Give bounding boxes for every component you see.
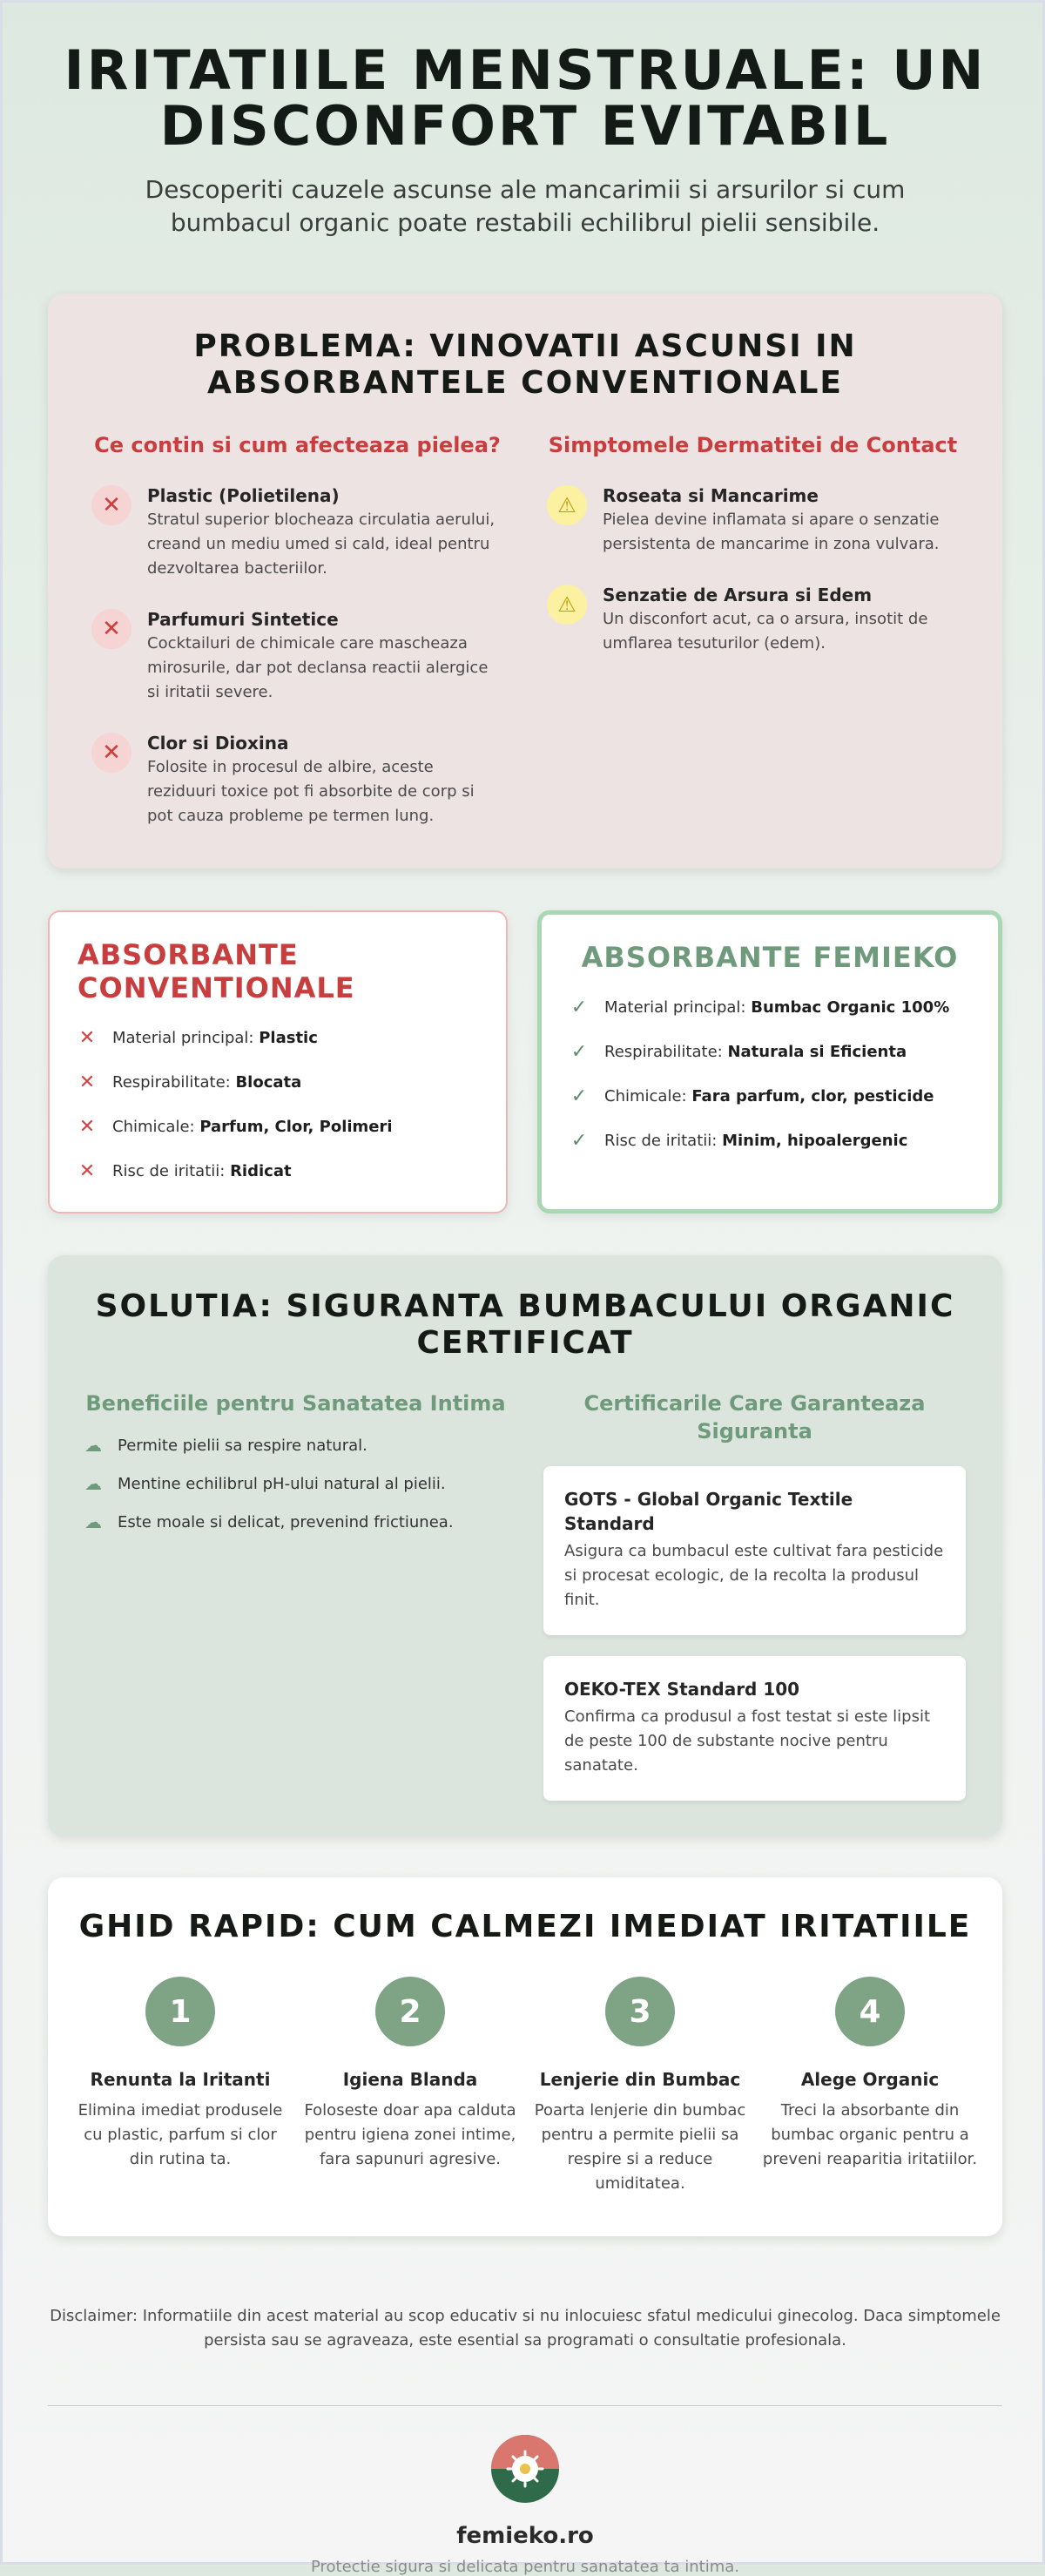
problem-title: PROBLEMA: VINOVATII ASCUNSI IN ABSORBANTELE CONVENTIONALE [193, 328, 857, 401]
guide-step [295, 1977, 525, 2196]
x-icon: ✕ [78, 1027, 96, 1049]
disclaimer: Disclaimer: Informatiile din acest material au scop educativ si nu inlocuiesc sfatul medicului ginecolog. Daca simptomele persista sau se agraveaza, este esential sa programati o consultatie profesionala. [50, 2307, 1001, 2350]
comparison-row [570, 997, 970, 1018]
item-title: Clor si Dioxina [147, 733, 289, 754]
guide-step [525, 1977, 755, 2196]
brand-tagline: Protectie sigura si delicata pentru sanatatea ta intima. [310, 2558, 740, 2576]
certification-card [543, 1656, 966, 1801]
x-icon: ✕ [78, 1160, 96, 1182]
row-value: Fara parfum, clor, pesticide [691, 1087, 934, 1105]
step-desc: Foloseste doar apa calduta pentru igiena zonei intime, fara sapunuri agresive. [304, 2101, 516, 2168]
femieko-title: ABSORBANTE FEMIEKO [581, 941, 959, 974]
check-icon: ✓ [570, 1085, 588, 1107]
benefit-item [84, 1511, 507, 1532]
row-label: Material principal: [604, 998, 752, 1017]
row-label: Chimicale: [604, 1087, 692, 1105]
list-item [91, 733, 503, 828]
certifications-column [543, 1389, 966, 1801]
step-title: Lenjerie din Bumbac [539, 2069, 741, 2090]
item-desc: Cocktailuri de chimicale care mascheaza mirosurile, dar pot declansa reactii alergice si iritatii severe. [147, 634, 489, 701]
comparison-row [570, 1041, 970, 1063]
ingredients-column [91, 433, 503, 828]
benefits-heading: Beneficiile pentru Sanatatea Intima [85, 1391, 506, 1416]
cotton-icon: ☁ [84, 1435, 102, 1456]
list-item [547, 485, 959, 557]
femieko-logo[interactable] [490, 2434, 560, 2504]
step-number: 3 [605, 1977, 675, 2046]
cotton-icon: ☁ [84, 1473, 102, 1494]
list-item [91, 609, 503, 705]
item-title: Parfumuri Sintetice [147, 609, 339, 630]
brand-name[interactable]: femieko.ro [456, 2523, 594, 2549]
benefit-text: Este moale si delicat, prevenind frictiunea. [118, 1512, 454, 1531]
item-desc: Folosite in procesul de albire, aceste reziduuri toxice pot fi absorbite de corp si pot cauza probleme pe termen lung. [147, 758, 475, 825]
row-value: Naturala si Eficienta [727, 1043, 907, 1061]
guide-step [755, 1977, 985, 2196]
x-icon: ✕ [78, 1116, 96, 1138]
comparison-section [48, 910, 1002, 1214]
item-title: Roseata si Mancarime [603, 485, 819, 506]
conventional-card [48, 910, 508, 1214]
step-title: Renunta la Iritanti [90, 2069, 271, 2090]
item-desc: Un disconfort acut, ca o arsura, insotit de umflarea tesuturilor (edem). [603, 610, 928, 652]
check-icon: ✓ [570, 1041, 588, 1063]
row-value: Parfum, Clor, Polimeri [199, 1118, 393, 1136]
row-label: Material principal: [112, 1029, 260, 1047]
step-number: 1 [145, 1977, 215, 2046]
list-item [91, 485, 503, 581]
footer [48, 2406, 1002, 2576]
row-value: Bumbac Organic 100% [751, 998, 950, 1017]
step-desc: Treci la absorbante din bumbac organic pentru a preveni reaparitia iritatiilor. [762, 2101, 978, 2168]
certifications-heading: Certificarile Care Garanteaza Siguranta [583, 1391, 926, 1444]
x-icon: ✕ [91, 485, 131, 525]
row-value: Ridicat [230, 1162, 292, 1180]
cotton-icon: ☁ [84, 1511, 102, 1532]
x-icon: ✕ [78, 1072, 96, 1093]
check-icon: ✓ [570, 997, 588, 1018]
row-value: Plastic [259, 1029, 318, 1047]
problem-section [48, 294, 1002, 869]
solution-title: SOLUTIA: SIGURANTA BUMBACULUI ORGANIC CERTIFICAT [95, 1288, 955, 1361]
row-label: Risc de iritatii: [112, 1162, 231, 1180]
comparison-row [570, 1130, 970, 1152]
row-label: Chimicale: [112, 1118, 200, 1136]
comparison-row [78, 1072, 478, 1093]
benefit-item [84, 1435, 507, 1456]
comparison-row [78, 1160, 478, 1182]
item-title: Senzatie de Arsura si Edem [603, 585, 873, 605]
guide-step [65, 1977, 295, 2196]
cert-title: OEKO-TEX Standard 100 [564, 1679, 800, 1700]
solution-section [48, 1255, 1002, 1836]
step-title: Alege Organic [800, 2069, 940, 2090]
warning-icon: ⚠ [547, 485, 587, 525]
comparison-row [78, 1027, 478, 1049]
benefit-text: Permite pielii sa respire natural. [118, 1436, 367, 1455]
guide-title: GHID RAPID: CUM CALMEZI IMEDIAT IRITATIILE [78, 1909, 972, 1944]
x-icon: ✕ [91, 609, 131, 649]
cert-desc: Asigura ca bumbacul este cultivat fara pesticide si procesat ecologic, de la recolta la produsul finit. [564, 1542, 944, 1609]
step-desc: Elimina imediat produsele cu plastic, parfum si clor din rutina ta. [78, 2101, 283, 2168]
x-icon: ✕ [91, 733, 131, 773]
femieko-card [537, 910, 1002, 1214]
step-desc: Poarta lenjerie din bumbac pentru a permite pielii sa respire si a reduce umiditatea. [534, 2101, 746, 2193]
list-item [547, 585, 959, 656]
step-number: 4 [835, 1977, 905, 2046]
comparison-row [570, 1085, 970, 1107]
symptoms-heading: Simptomele Dermatitei de Contact [548, 433, 958, 457]
item-title: Plastic (Polietilena) [147, 485, 340, 506]
page-title: IRITATIILE MENSTRUALE: UN DISCONFORT EVITABIL [64, 38, 987, 158]
comparison-row [78, 1116, 478, 1138]
item-desc: Stratul superior blocheaza circulatia aerului, creand un mediu umed si cald, ideal pentru dezvoltarea bacteriilor. [147, 510, 496, 578]
row-label: Risc de iritatii: [604, 1132, 723, 1150]
step-title: Igiena Blanda [342, 2069, 478, 2090]
row-value: Blocata [235, 1073, 302, 1092]
guide-section [48, 1877, 1002, 2236]
ingredients-heading: Ce contin si cum afecteaza pielea? [94, 433, 501, 457]
step-number: 2 [375, 1977, 445, 2046]
check-icon: ✓ [570, 1130, 588, 1152]
row-label: Respirabilitate: [112, 1073, 236, 1092]
benefit-item [84, 1473, 507, 1494]
warning-icon: ⚠ [547, 585, 587, 625]
page-subtitle: Descoperiti cauzele ascunse ale mancarimii si arsurilor si cum bumbacul organic poate restabili echilibrul pielii sensibile. [145, 175, 906, 237]
page-header [48, 3, 1002, 240]
certification-card [543, 1466, 966, 1635]
benefit-text: Mentine echilibrul pH-ului natural al pielii. [118, 1474, 446, 1493]
item-desc: Pielea devine inflamata si apare o senzatie persistenta de mancarime in zona vulvara. [603, 510, 940, 553]
conventional-title: ABSORBANTE CONVENTIONALE [78, 938, 355, 1004]
row-label: Respirabilitate: [604, 1043, 728, 1061]
benefits-column [84, 1389, 507, 1801]
symptoms-column [547, 433, 959, 828]
cert-title: GOTS - Global Organic Textile Standard [564, 1489, 853, 1534]
cert-desc: Confirma ca produsul a fost testat si este lipsit de peste 100 de substante nocive pentru sanatate. [564, 1707, 931, 1775]
row-value: Minim, hipoalergenic [722, 1132, 908, 1150]
